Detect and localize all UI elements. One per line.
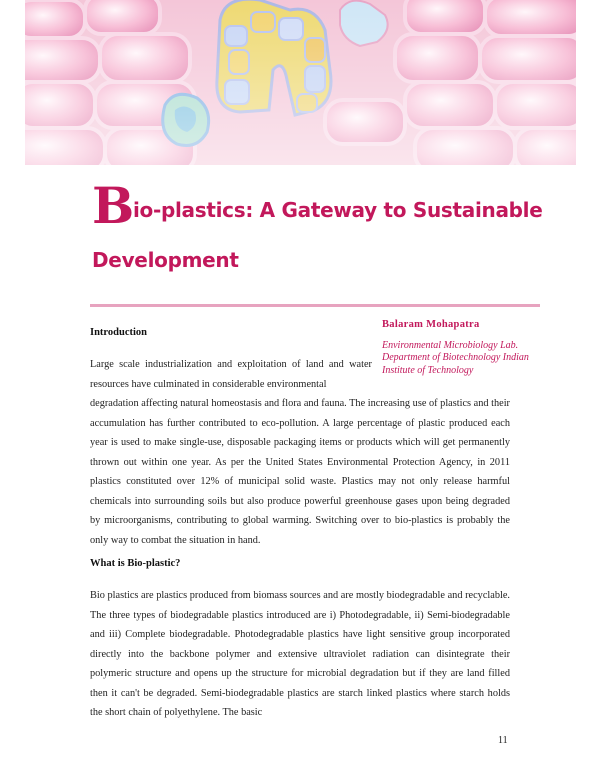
page-number: 11 (498, 735, 508, 746)
intro-paragraph-start: Large scale industrialization and exploitation of land and water resources have culminated in considerable environmental (90, 359, 372, 390)
author-block (382, 319, 542, 377)
plant-cell-illustration (25, 0, 576, 165)
affiliation-line-1: Environmental Microbiology Lab. (382, 339, 519, 351)
author-name: Balaram Mohapatra (382, 319, 480, 330)
introduction-heading: Introduction (90, 327, 147, 338)
affiliation-line-3: Institute of Technology (382, 364, 474, 376)
section-heading-what-is-bioplastic: What is Bio-plastic? (90, 558, 181, 569)
title-divider (90, 304, 540, 307)
affiliation-line-2: Department of Biotechnology Indian (382, 352, 529, 363)
intro-paragraph-body: degradation affecting natural homeostasis and flora and fauna. The increasing use of plastics and their accumulation has further contributed to eco-pollution. A large percentage of plastic produced each year is used to make single-use, disposable packaging items or products which will get permanently thrown out within one year. As per the United States Environmental Protection Agency, in 2011 plastics constituted over 12% of municipal solid waste. Plastics may not only release harmful chemicals into surrounding soils but also produce powerful greenhouse gases upon being degraded by microorganisms, contributing to global warming. Switching over to bio-plastics is probably the only way to combat the situation in hand. (90, 398, 510, 546)
title-text: io-plastics: A Gateway to Sustainable Development (92, 198, 543, 272)
header-banner-illustration (25, 0, 576, 165)
title-dropcap: B (92, 176, 134, 235)
section-paragraph-bioplastic: Bio plastics are plastics produced from biomass sources and are mostly biodegradable and recyclable. The three types of biodegradable plastics introduced are i) Photodegradable, ii) Semi-biodegradable and iii) Complete biodegradable. Photodegradable plastics have light sensitive group incorporated directly into the backbone polymer and extensive ultraviolet radiation can disintegrate their polymeric structure and opens up the structure for microbial degradation but if they are land filled then it can't be degraded. Semi-biodegradable plastics are starch linked plastics where starch holds the short chain of polyethylene. The basic (90, 590, 510, 718)
article-title (92, 176, 562, 285)
